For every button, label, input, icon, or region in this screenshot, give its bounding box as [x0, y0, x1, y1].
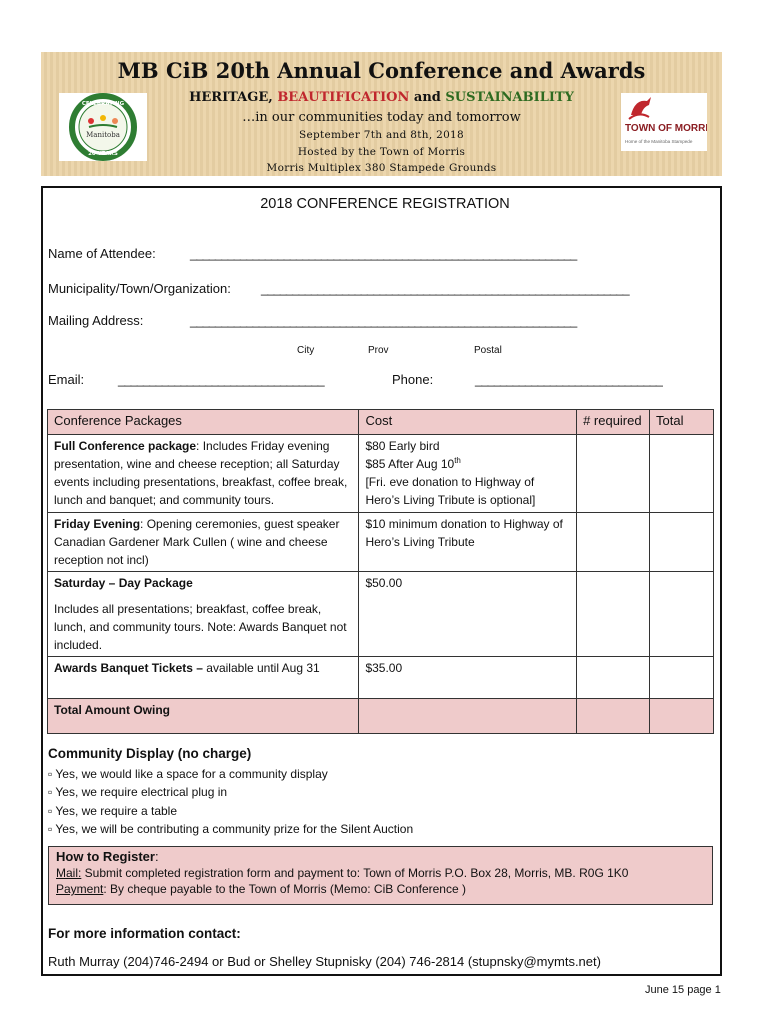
- friday-total-input[interactable]: [650, 513, 714, 572]
- organization-label: Municipality/Town/Organization:: [48, 281, 231, 296]
- register-payment: Payment: By cheque payable to the Town of Morris (Memo: CiB Conference ): [56, 882, 466, 896]
- logo-left-bottom-text: 20 YEARS: [88, 151, 118, 157]
- community-option-prize[interactable]: ▫ Yes, we will be contributing a community prize for the Silent Auction: [48, 822, 414, 836]
- host-line: Hosted by the Town of Morris: [297, 146, 466, 158]
- total-label: Total Amount Owing: [48, 699, 359, 734]
- total-cost-input[interactable]: [359, 699, 577, 734]
- full-package-name: Full Conference package: [54, 439, 197, 453]
- community-option-electrical[interactable]: ▫ Yes, we require electrical plug in: [48, 785, 228, 799]
- saturday-required-input[interactable]: [577, 572, 650, 657]
- mailing-address-field[interactable]: ______________________________________________________________: [190, 313, 577, 328]
- phone-field[interactable]: ______________________________: [475, 372, 662, 387]
- register-mail: Mail: Submit completed registration form and payment to: Town of Morris P.O. Box 28, Morris, MB. R0G 1K0: [56, 866, 629, 880]
- full-cost-note: [Fri. eve donation to Highway of Hero’s Living Tribute is optional]: [365, 475, 536, 507]
- checkbox-icon[interactable]: ▫: [48, 785, 53, 799]
- community-option-space[interactable]: ▫ Yes, we would like a space for a community display: [48, 766, 328, 781]
- how-to-register-box: [48, 846, 713, 905]
- conference-title: MB CiB 20th Annual Conference and Awards: [117, 58, 646, 83]
- town-of-morris-logo: [621, 93, 707, 151]
- logo-right-sub: Home of the Manitoba Stampede: [625, 139, 693, 144]
- subtitle: …in our communities today and tomorrow: [242, 110, 521, 125]
- full-package-cell: [48, 435, 359, 513]
- checkbox-icon[interactable]: ▫: [48, 766, 53, 781]
- logo-right-name: TOWN OF MORRIS: [625, 123, 707, 134]
- full-package-cost: [359, 435, 577, 513]
- total-required-input[interactable]: [577, 699, 650, 734]
- saturday-cell: [48, 572, 359, 657]
- conference-dates: September 7th and 8th, 2018: [298, 129, 465, 141]
- total-amount-input[interactable]: [650, 699, 714, 734]
- prov-caption: Prov: [368, 345, 389, 356]
- logo-left-mid-text: Manitoba: [86, 131, 120, 139]
- friday-required-input[interactable]: [577, 513, 650, 572]
- form-title: 2018 CONFERENCE REGISTRATION: [260, 196, 510, 212]
- email-label: Email:: [48, 372, 85, 387]
- friday-desc: : Opening ceremonies, guest speaker Canadian Gardener Mark Cullen ( wine and cheese reception not incl): [54, 517, 340, 567]
- tag-sustainability: SUSTAINABILITY: [445, 90, 574, 105]
- header-total: Total: [650, 410, 714, 435]
- friday-name: Friday Evening: [54, 517, 141, 531]
- checkbox-icon[interactable]: ▫: [48, 822, 53, 836]
- banquet-required-input[interactable]: [577, 657, 650, 699]
- city-caption: City: [297, 345, 315, 356]
- saturday-name: Saturday – Day Package: [54, 576, 193, 590]
- page-number: June 15 page 1: [645, 984, 721, 996]
- friday-cell: [48, 513, 359, 572]
- banquet-desc: available until Aug 31: [202, 661, 320, 675]
- logo-left-top-text: CELEBRATING: [81, 101, 125, 107]
- community-option-table[interactable]: ▫ Yes, we require a table: [48, 803, 178, 818]
- saturday-total-input[interactable]: [650, 572, 714, 657]
- full-package-desc: : Includes Friday evening presentation, wine and cheese reception; all Saturday events including presentations, breakfast, coffee break, lunch and banquet; and community tours.: [54, 439, 348, 507]
- phone-label: Phone:: [392, 372, 434, 387]
- full-cost-early: $80 Early bird: [365, 439, 440, 453]
- total-row: [48, 699, 714, 734]
- table-header-row: [48, 410, 714, 435]
- mailing-address-label: Mailing Address:: [48, 313, 144, 328]
- header-packages: Conference Packages: [48, 410, 359, 435]
- saturday-cost: $50.00: [359, 572, 577, 657]
- banquet-name: Awards Banquet Tickets –: [54, 661, 203, 675]
- friday-cost: $10 minimum donation to Highway of Hero’s Living Tribute: [359, 513, 577, 572]
- postal-caption: Postal: [474, 345, 502, 356]
- tag-and: and: [413, 90, 441, 105]
- community-display-section: [48, 745, 413, 839]
- full-cost-after: $85 After Aug 10th: [365, 456, 461, 471]
- header-required: # required: [577, 410, 650, 435]
- packages-table: [47, 409, 714, 734]
- table-row: [48, 435, 714, 513]
- banquet-cost: $35.00: [359, 657, 577, 699]
- organization-field[interactable]: ___________________________________________________________: [261, 281, 629, 296]
- contact-heading: For more information contact:: [48, 926, 241, 941]
- banquet-cell: [48, 657, 359, 699]
- table-row: [48, 513, 714, 572]
- banquet-total-input[interactable]: [650, 657, 714, 699]
- community-heading: Community Display (no charge): [48, 746, 252, 761]
- full-required-input[interactable]: [577, 435, 650, 513]
- contact-info: Ruth Murray (204)746-2494 or Bud or Shelley Stupnisky (204) 746-2814 (stupnsky@mymts.net): [48, 954, 601, 969]
- header-cost: Cost: [359, 410, 577, 435]
- saturday-desc: Includes all presentations; breakfast, coffee break, lunch, and community tours. Note: Awards Banquet not included.: [54, 602, 347, 652]
- venue-line: Morris Multiplex 380 Stampede Grounds: [266, 162, 497, 174]
- header-banner: [41, 52, 722, 176]
- name-field[interactable]: ______________________________________________________________: [190, 246, 577, 261]
- register-heading: How to Register:: [56, 849, 159, 864]
- email-field[interactable]: _________________________________: [118, 372, 324, 387]
- name-label: Name of Attendee:: [48, 246, 156, 261]
- table-row: [48, 572, 714, 657]
- tag-heritage: HERITAGE,: [189, 90, 273, 105]
- table-row: [48, 657, 714, 699]
- tag-beautification: BEAUTIFICATION: [277, 90, 410, 105]
- celebrating-logo: [59, 93, 147, 161]
- checkbox-icon[interactable]: ▫: [48, 803, 53, 818]
- full-total-input[interactable]: [650, 435, 714, 513]
